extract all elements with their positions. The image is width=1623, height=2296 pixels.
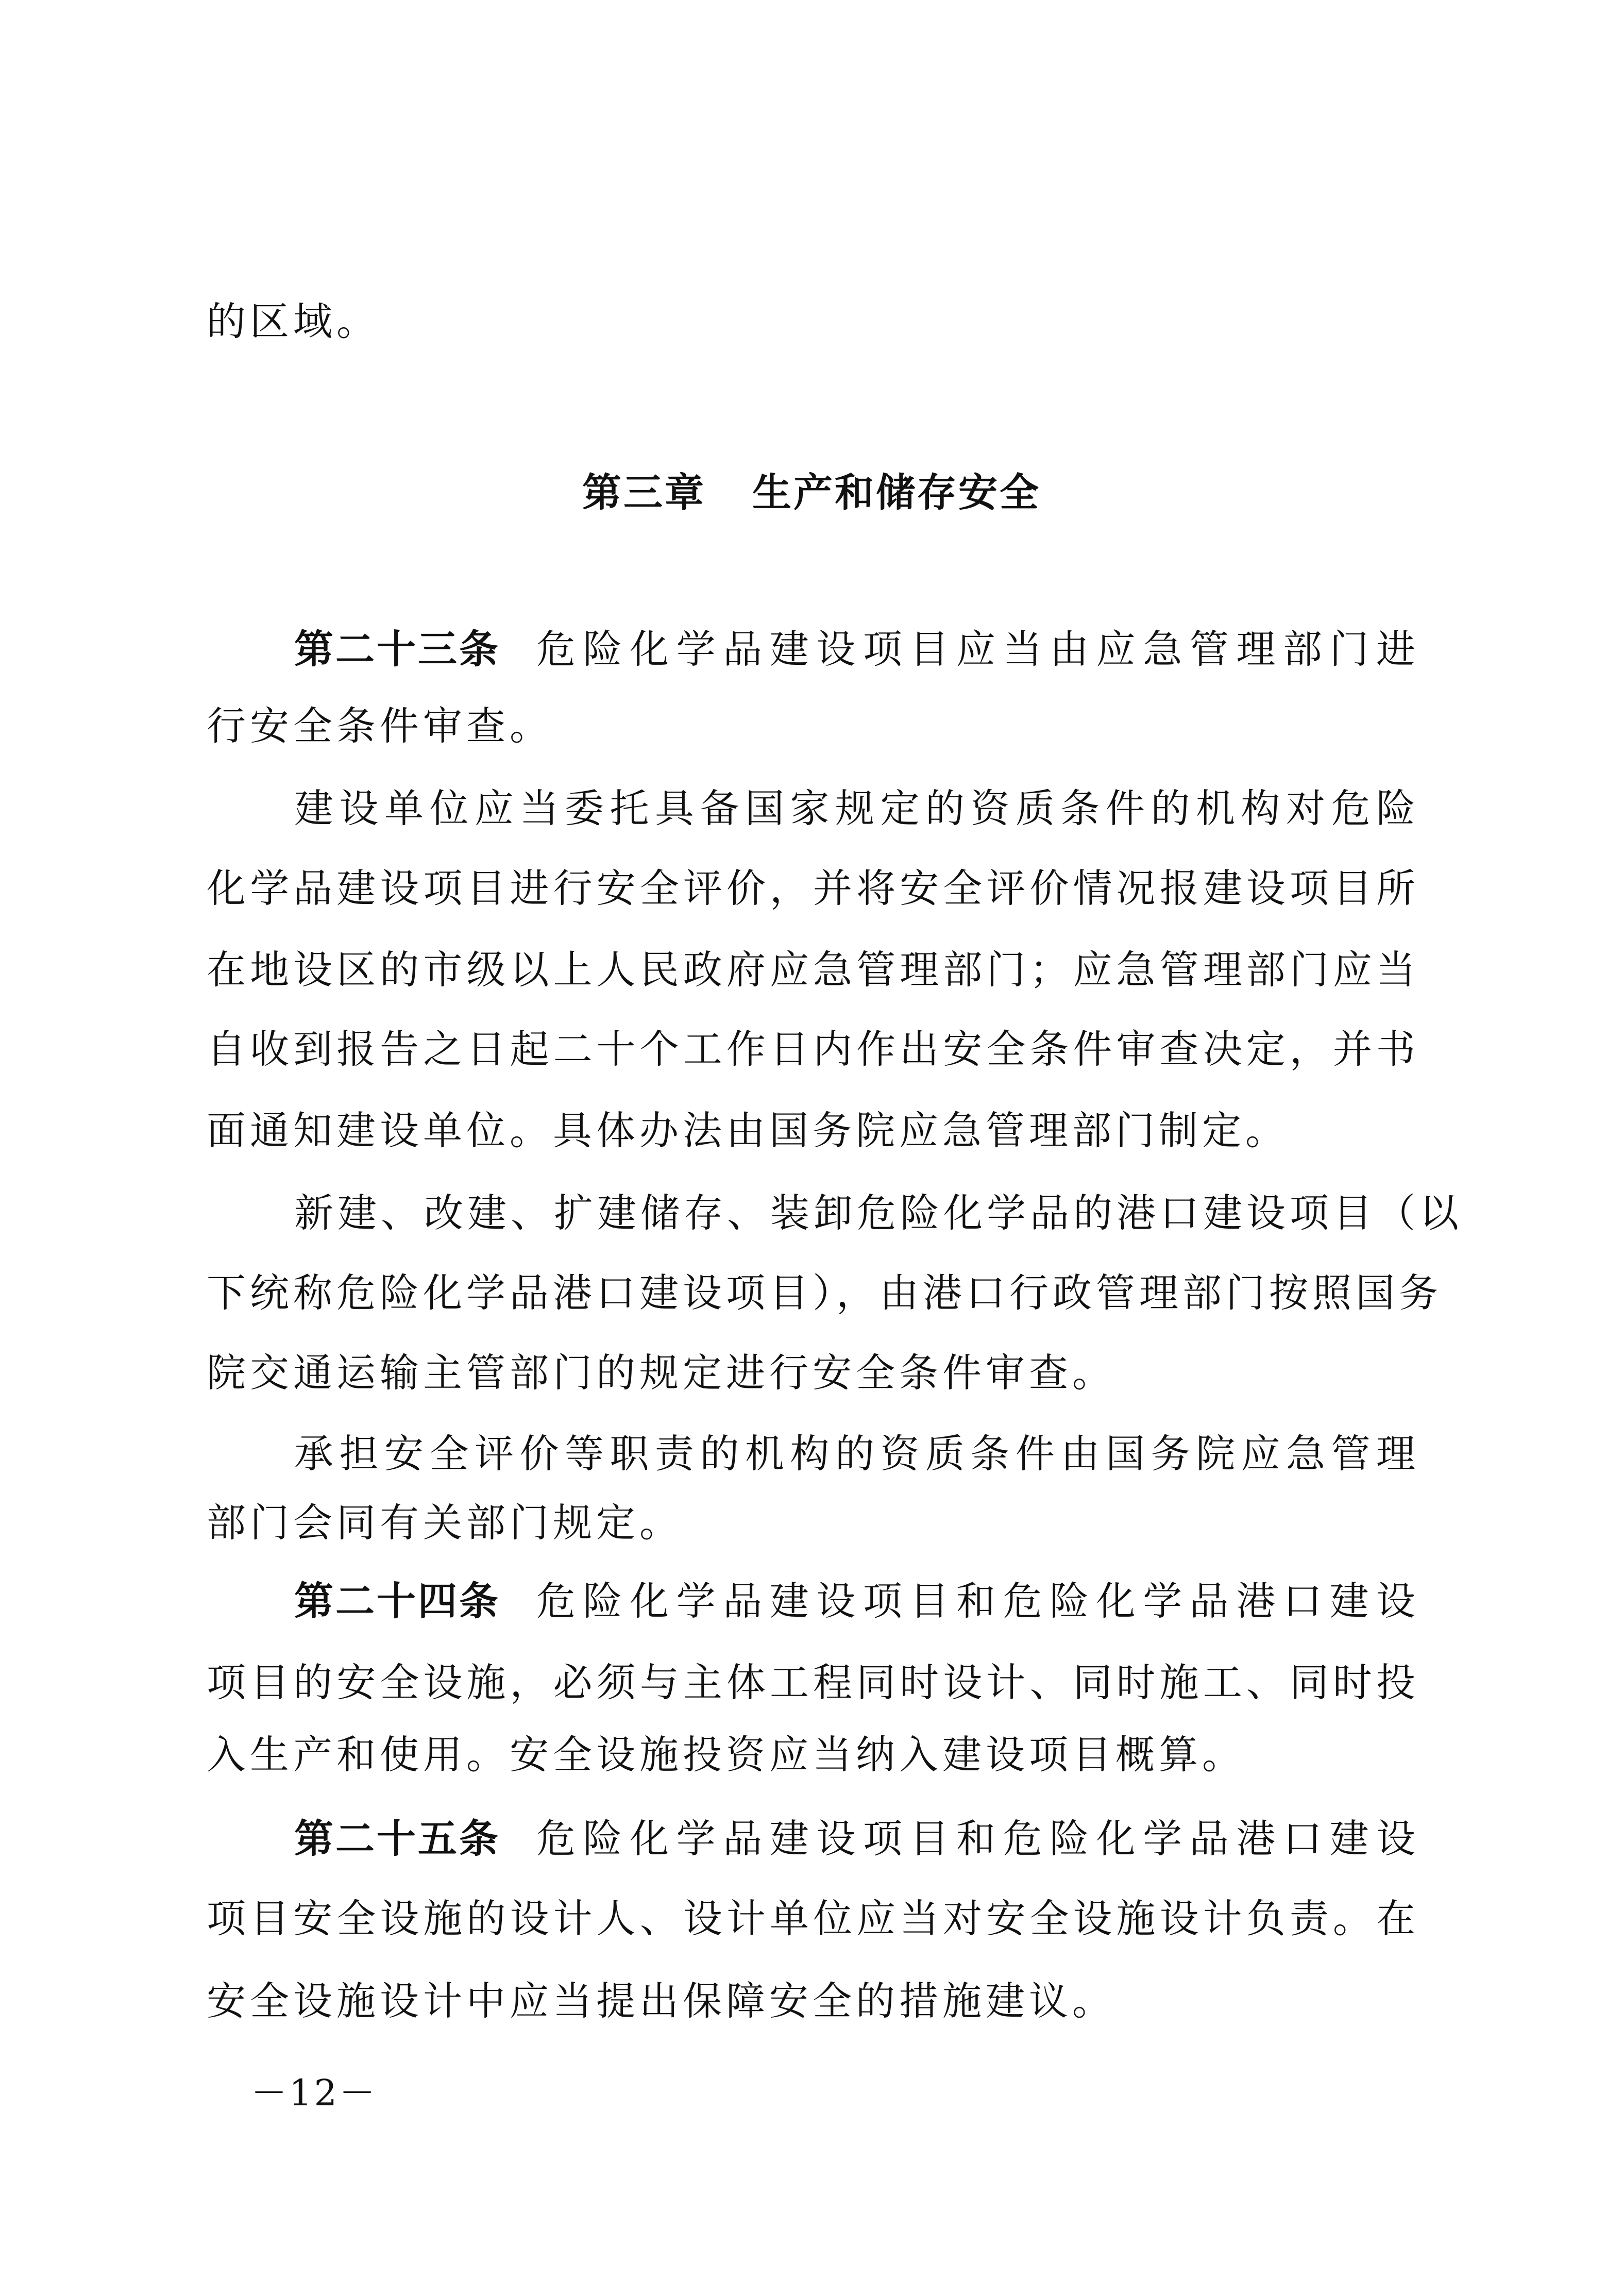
chapter-heading xyxy=(0,461,1623,517)
article-text: 危险化学品建设项目应当由应急管理部门进 xyxy=(536,626,1419,672)
text-line: 项目的安全设施，必须与主体工程同时设计、同时施工、同时投 xyxy=(207,1660,1419,1705)
article-label: 第二十五条 xyxy=(294,1816,500,1862)
text-line: 行安全条件审查。 xyxy=(207,703,553,749)
text-line: 建设单位应当委托具备国家规定的资质条件的机构对危险 xyxy=(294,785,1419,831)
article-text: 危险化学品建设项目和危险化学品港口建设 xyxy=(536,1816,1419,1862)
text-line: 新建、改建、扩建储存、装卸危险化学品的港口建设项目（以 xyxy=(294,1190,1463,1236)
text-line: 承担安全评价等职责的机构的资质条件由国务院应急管理 xyxy=(294,1431,1419,1477)
text-line: 的区域。 xyxy=(207,298,380,344)
text-line: 自收到报告之日起二十个工作日内作出安全条件审查决定，并书 xyxy=(207,1026,1419,1072)
text-line: 项目安全设施的设计人、设计单位应当对安全设施设计负责。在 xyxy=(207,1896,1419,1941)
article-23-heading-line xyxy=(294,624,1419,675)
text-line: 入生产和使用。安全设施投资应当纳入建设项目概算。 xyxy=(207,1732,1245,1778)
article-label: 第二十四条 xyxy=(294,1578,500,1624)
text-line: 面通知建设单位。具体办法由国务院应急管理部门制定。 xyxy=(207,1108,1289,1153)
article-text: 危险化学品建设项目和危险化学品港口建设 xyxy=(536,1578,1419,1624)
text-line: 部门会同有关部门规定。 xyxy=(207,1500,683,1546)
chapter-number: 第三章 xyxy=(582,470,706,515)
text-line: 化学品建设项目进行安全评价，并将安全评价情况报建设项目所 xyxy=(207,865,1419,911)
article-24-heading-line xyxy=(294,1576,1419,1627)
text-line: 安全设施设计中应当提出保障安全的措施建议。 xyxy=(207,1978,1115,2024)
text-line: 院交通运输主管部门的规定进行安全条件审查。 xyxy=(207,1350,1115,1396)
chapter-title: 生产和储存安全 xyxy=(752,470,1041,515)
page-number: －12－ xyxy=(251,2072,378,2114)
text-line: 在地设区的市级以上人民政府应急管理部门；应急管理部门应当 xyxy=(207,947,1419,993)
article-label: 第二十三条 xyxy=(294,626,500,672)
text-line: 下统称危险化学品港口建设项目），由港口行政管理部门按照国务 xyxy=(207,1270,1442,1316)
article-25-heading-line xyxy=(294,1813,1419,1865)
